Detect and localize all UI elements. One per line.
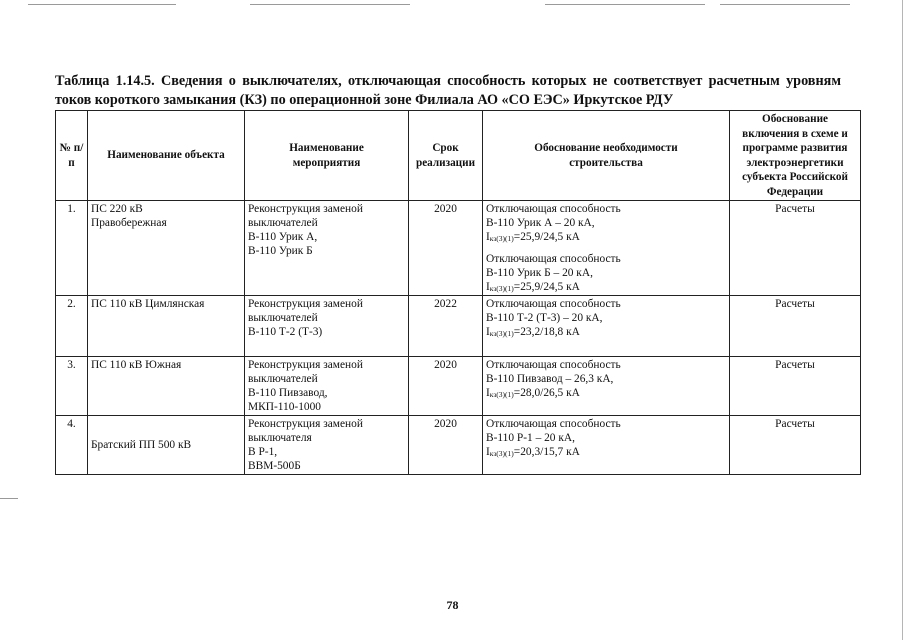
header-term: Срок реализации (409, 111, 483, 201)
row-basis: Отключающая способность В-110 Р-1 – 20 кА, $I_{кз(3)(1)}=20,3/15,7$ кА (483, 416, 730, 475)
scan-edge-top-1 (28, 4, 176, 5)
row-num: 1. (56, 201, 88, 296)
scan-edge-top-3 (545, 4, 705, 5)
row-object: ПС 220 кВ Правобережная (88, 201, 245, 296)
row-basis: Отключающая способность В-110 Пивзавод – 26,3 кА, $I_{кз(3)(1)}=28,0/26,5$ кА (483, 357, 730, 416)
row-action: Реконструкция заменой выключателя В Р-1, ВВМ-500Б (245, 416, 409, 475)
row-num: 3. (56, 357, 88, 416)
row-basis: Отключающая способность В-110 Т-2 (Т-3) – 20 кА, $I_{кз(3)(1)}=23,2/18,8$ кА (483, 296, 730, 357)
row-term: 2022 (409, 296, 483, 357)
row-term: 2020 (409, 416, 483, 475)
header-num: № п/п (56, 111, 88, 201)
row-object: ПС 110 кВ Южная (88, 357, 245, 416)
row-action: Реконструкция заменой выключателей В-110 Урик А, В-110 Урик Б (245, 201, 409, 296)
row-term: 2020 (409, 357, 483, 416)
table-row (56, 296, 861, 357)
page-number: 78 (446, 598, 459, 612)
table-row (56, 201, 861, 296)
row-plan: Расчеты (730, 296, 861, 357)
row-action: Реконструкция заменой выключателей В-110 Т-2 (Т-3) (245, 296, 409, 357)
row-num: 2. (56, 296, 88, 357)
header-object: Наименование объекта (88, 111, 245, 201)
table-row (56, 416, 861, 475)
breakers-table (55, 110, 861, 475)
row-action: Реконструкция заменой выключателей В-110 Пивзавод, МКП-110-1000 (245, 357, 409, 416)
scan-edge-top-2 (250, 4, 410, 5)
scan-mark-left (0, 498, 18, 499)
header-plan: Обоснование включения в схеме и программе развития электроэнергетики субъекта Российской Федерации (730, 111, 861, 201)
table-row (56, 357, 861, 416)
row-plan: Расчеты (730, 416, 861, 475)
row-plan: Расчеты (730, 357, 861, 416)
header-basis: Обоснование необходимости строительства (483, 111, 730, 201)
row-basis: Отключающая способность В-110 Урик А – 20 кА, $I_{кз(3)(1)}=25,9/24,5$ кА Отключающая способность В-110 Урик Б – 20 кА, $I_{кз(3)(1)}=25,9/24,5$ кА (483, 201, 730, 296)
row-object: Братский ПП 500 кВ (88, 416, 245, 475)
row-num: 4. (56, 416, 88, 475)
table-title: Таблица 1.14.5. Сведения о выключателях, отключающая способность которых не соответствует расчетным уровням токов короткого замыкания (КЗ) по операционной зоне Филиала АО «СО ЕЭС» Иркутское РДУ (55, 73, 841, 108)
table-header-row (56, 111, 861, 201)
row-plan: Расчеты (730, 201, 861, 296)
header-action: Наименование мероприятия (245, 111, 409, 201)
row-object: ПС 110 кВ Цимлянская (88, 296, 245, 357)
scan-edge-top-4 (720, 4, 850, 5)
row-term: 2020 (409, 201, 483, 296)
scan-edge-right (902, 0, 903, 640)
